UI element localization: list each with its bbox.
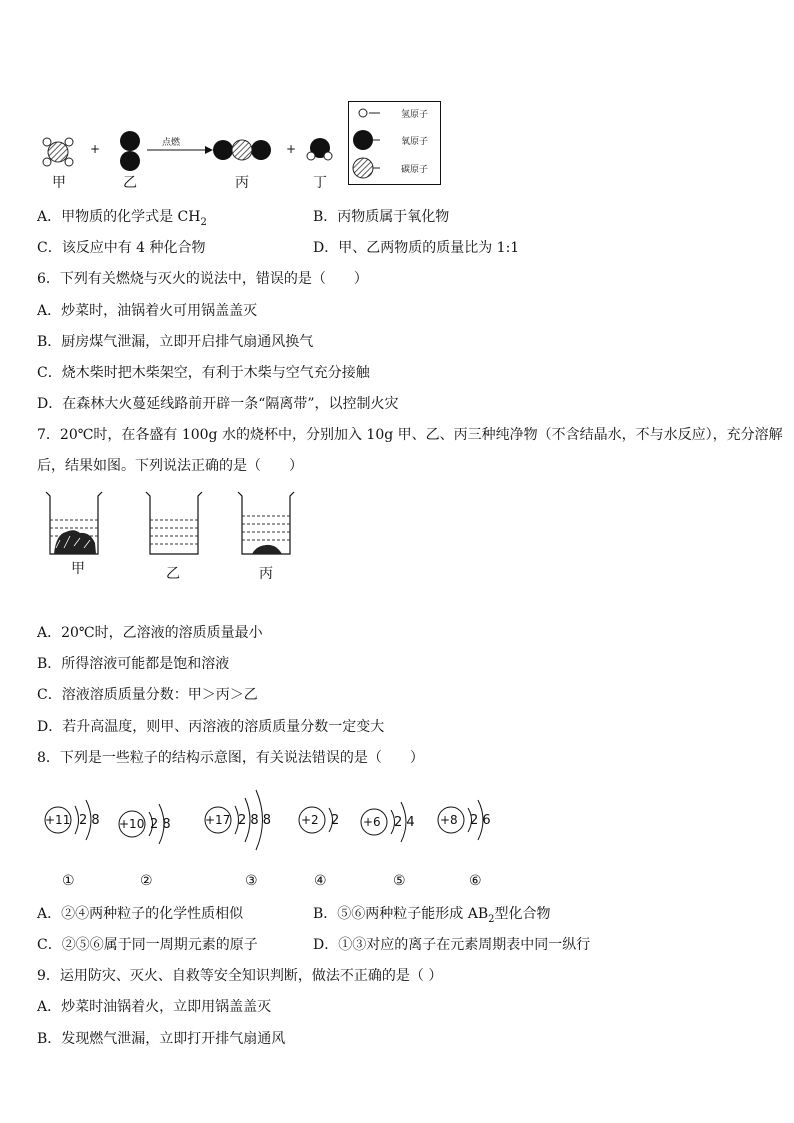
particle-5-nucleus: +6: [363, 815, 381, 829]
particle-diagrams: [38, 778, 508, 858]
particle-3-shells: 2 8 8: [238, 813, 272, 828]
legend-oxygen: 氧原子: [401, 137, 429, 147]
q5-option-a: A．甲物质的化学式是 $CH_2$: [37, 209, 207, 228]
q7-stem-line2: 后，结果如图。下列说法正确的是（ ）: [37, 458, 303, 474]
q7-option-a: A．20℃时，乙溶液的溶质质量最小: [37, 625, 263, 641]
beaker-label-yi: 乙: [166, 566, 180, 582]
q5-option-c: C．该反应中有 4 种化合物: [37, 240, 206, 256]
beaker-jia: [46, 492, 102, 554]
particle-2-number: ②: [140, 873, 153, 889]
q6-option-a: A．炒菜时，油锅着火可用锅盖盖灭: [37, 303, 258, 319]
q5-option-b: B．丙物质属于氧化物: [313, 209, 450, 225]
q8-stem: 8．下列是一些粒子的结构示意图，有关说法错误的是（ ）: [37, 750, 424, 766]
plus-sign: +: [90, 142, 101, 156]
label-yi: 乙: [123, 175, 137, 191]
beaker-yi: [146, 492, 202, 554]
label-jia: 甲: [52, 175, 66, 191]
particle-3-nucleus: +17: [205, 813, 231, 827]
particle-2-shells: 2 8: [150, 817, 171, 832]
q7-option-c: C．溶液溶质质量分数：甲＞丙＞乙: [37, 687, 258, 703]
q9-stem: 9．运用防灾、灭火、自救等安全知识判断，做法不正确的是（ ）: [37, 968, 443, 984]
particle-4-nucleus: +2: [301, 813, 319, 827]
particle-6-nucleus: +8: [440, 813, 458, 827]
molecule-bing: [213, 140, 271, 160]
legend-icons: [350, 103, 380, 183]
q6-option-c: C．烧木柴时把木柴架空，有利于木柴与空气充分接触: [37, 365, 370, 381]
q8-option-d: D．①③对应的离子在元素周期表中同一纵行: [313, 937, 591, 953]
molecule-yi: [120, 131, 140, 171]
particle-5-number: ⑤: [393, 873, 406, 889]
legend-hydrogen: 氢原子: [401, 110, 429, 120]
q6-option-d: D．在森林大火蔓延线路前开辟一条“隔离带”，以控制火灾: [37, 396, 399, 412]
plus-sign: +: [286, 142, 297, 156]
molecule-jia: [43, 138, 73, 166]
particle-6-number: ⑥: [469, 873, 482, 889]
q9-option-a: A．炒菜时油锅着火，立即用锅盖盖灭: [37, 999, 272, 1015]
beaker-bing: [238, 492, 294, 554]
particle-2-nucleus: +10: [119, 817, 145, 831]
q8-option-b: B．⑤⑥两种粒子能形成 $AB_2$型化合物: [313, 906, 551, 925]
particle-4-shells: 2: [331, 813, 340, 828]
q5-option-d: D．甲、乙两物质的质量比为 1:1: [313, 240, 520, 256]
particle-4-number: ④: [314, 873, 327, 889]
beaker-label-bing: 丙: [259, 566, 273, 582]
q6-stem: 6．下列有关燃烧与灭火的说法中，错误的是（ ）: [37, 271, 368, 287]
molecule-ding: [307, 138, 332, 160]
q6-option-b: B．厨房煤气泄漏，立即开启排气扇通风换气: [37, 334, 314, 350]
q7-option-d: D．若升高温度，则甲、丙溶液的溶质质量分数一定变大: [37, 719, 385, 735]
q8-option-a: A．②④两种粒子的化学性质相似: [37, 906, 244, 922]
particle-5-shells: 2 4: [394, 815, 415, 830]
q7-stem-line1: 7．20℃时，在各盛有 100g 水的烧杯中，分别加入 10g 甲、乙、丙三种纯净物（不含结晶水，不与水反应），充分溶解: [37, 427, 783, 443]
particle-6-shells: 2 6: [470, 813, 491, 828]
beaker-label-jia: 甲: [71, 561, 85, 577]
arrow-label: 点燃: [162, 138, 181, 148]
particle-3-number: ③: [245, 873, 258, 889]
particle-1-nucleus: +11: [45, 813, 71, 827]
q9-option-b: B．发现燃气泄漏，立即打开排气扇通风: [37, 1031, 286, 1047]
particle-1-number: ①: [62, 873, 75, 889]
q7-option-b: B．所得溶液可能都是饱和溶液: [37, 656, 230, 672]
label-bing: 丙: [235, 175, 249, 191]
q8-option-c: C．②⑤⑥属于同一周期元素的原子: [37, 937, 258, 953]
legend-carbon: 碳原子: [401, 165, 429, 175]
particle-1-shells: 2 8: [79, 813, 100, 828]
beakers-figure: [40, 488, 310, 563]
label-ding: 丁: [313, 175, 327, 191]
